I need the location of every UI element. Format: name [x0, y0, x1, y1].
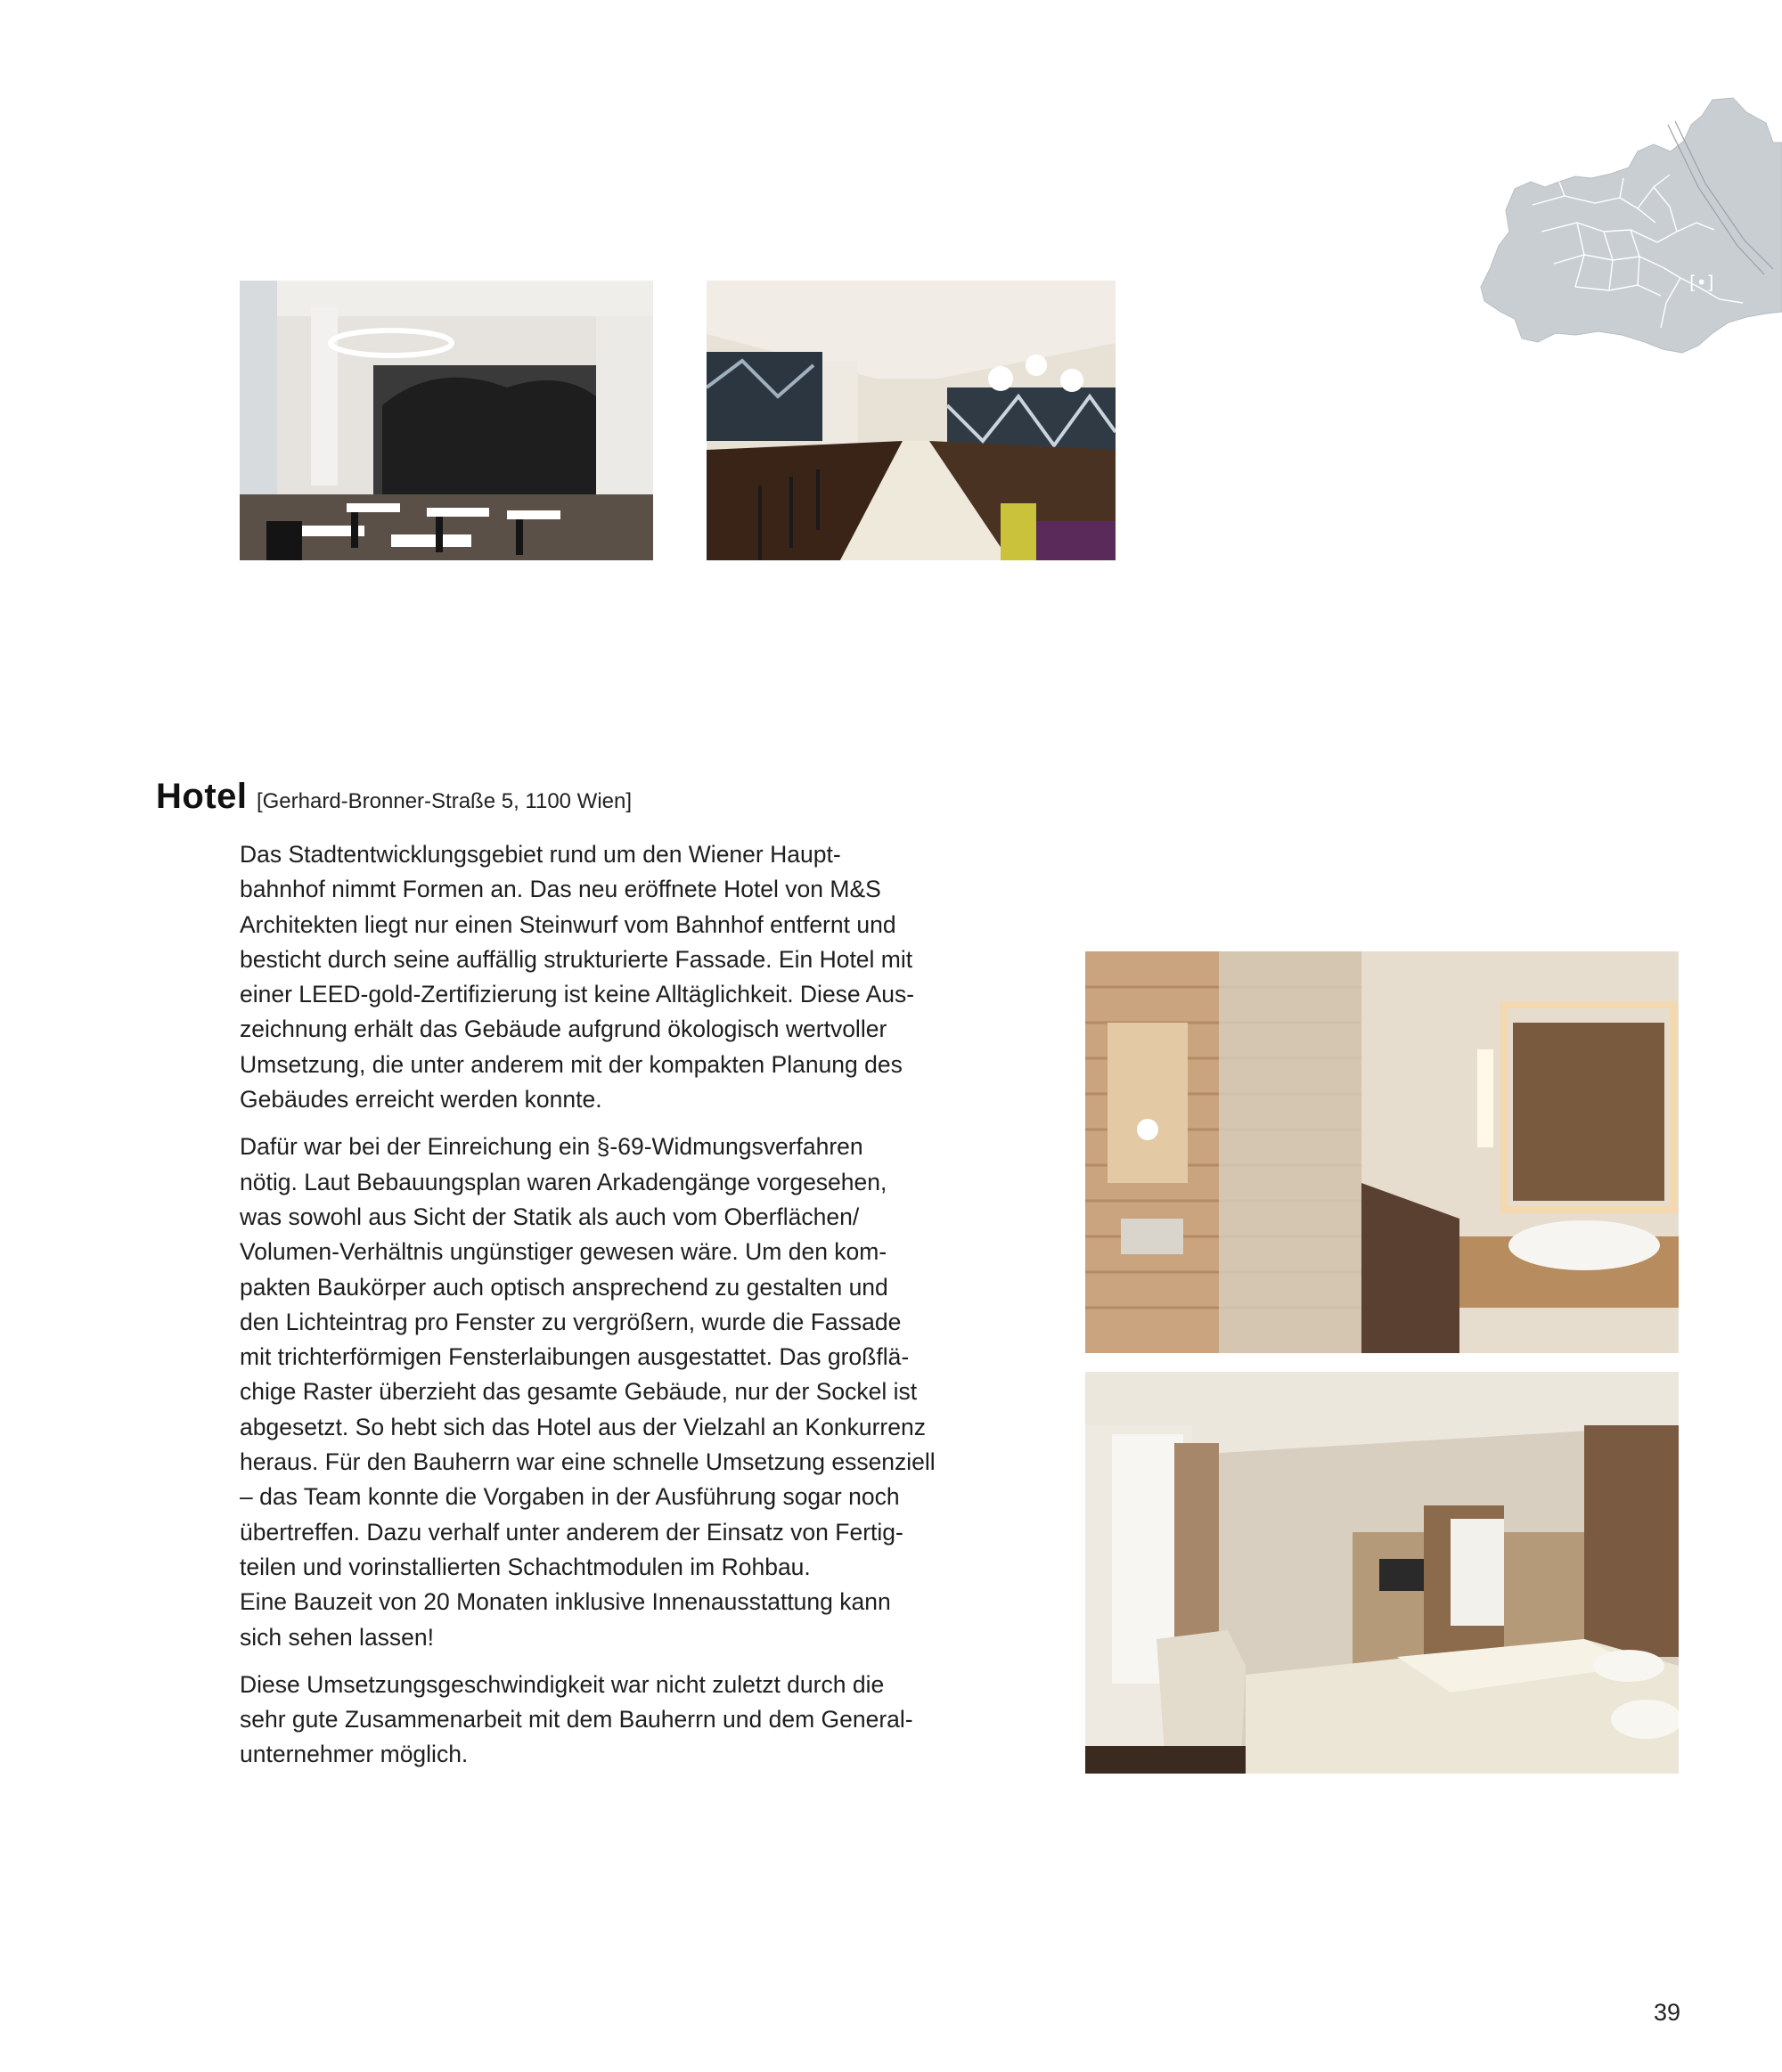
text-line: besticht durch seine auffällig strukturierte Fassade. Ein Hotel mit: [240, 945, 913, 973]
hotel-restaurant-photo: [240, 281, 653, 560]
paragraph-2: [240, 1130, 935, 1654]
text-line: einer LEED-gold-Zertifizierung ist keine Alltäglichkeit. Diese Aus-: [240, 981, 915, 1008]
text-line: pakten Baukörper auch optisch ansprechend zu gestalten und: [240, 1273, 888, 1301]
text-line: was sowohl aus Sicht der Statik als auch vom Oberflächen/: [240, 1203, 860, 1230]
hotel-bathroom-photo: [1085, 951, 1679, 1353]
hotel-bedroom-photo: [1085, 1372, 1679, 1774]
text-line: – das Team konnte die Vorgaben in der Ausführung sogar noch: [240, 1483, 900, 1511]
vienna-city-outline: [1481, 98, 1782, 353]
heading-title: Hotel: [156, 777, 248, 816]
text-line: Umsetzung, die unter anderem mit der kompakten Planung des: [240, 1050, 903, 1078]
text-line: sehr gute Zusammenarbeit mit dem Bauherrn und dem General-: [240, 1706, 913, 1733]
hotel-bar-photo: [707, 281, 1116, 560]
text-line: Dafür war bei der Einreichung ein §-69-Widmungsverfahren: [240, 1133, 863, 1161]
heading-address: [Gerhard-Bronner-Straße 5, 1100 Wien]: [256, 789, 633, 813]
text-line: unternehmer möglich.: [240, 1741, 469, 1768]
text-line: Das Stadtentwicklungsgebiet rund um den Wiener Haupt-: [240, 841, 841, 868]
text-line: Diese Umsetzungsgeschwindigkeit war nicht zuletzt durch die: [240, 1670, 885, 1698]
text-line: übertreffen. Dazu verhalf unter anderem der Einsatz von Fertig-: [240, 1518, 903, 1546]
text-line: den Lichteintrag pro Fenster zu vergrößern, wurde die Fassade: [240, 1308, 902, 1335]
vienna-locator-map: [1479, 89, 1782, 365]
article-body: [240, 837, 935, 1785]
text-line: abgesetzt. So hebt sich das Hotel aus der Vielzahl an Konkurrenz: [240, 1413, 926, 1440]
text-line: mit trichterförmigen Fensterlaibungen ausgestattet. Das großflä-: [240, 1343, 910, 1371]
text-line: Volumen-Verhältnis ungünstiger gewesen wäre. Um den kom-: [240, 1238, 887, 1266]
paragraph-1: [240, 837, 935, 1117]
page-number: 39: [1654, 1999, 1681, 2026]
text-line: bahnhof nimmt Formen an. Das neu eröffnete Hotel von M&S: [240, 876, 881, 903]
paragraph-3: [240, 1668, 935, 1773]
section-heading: [156, 777, 632, 817]
text-line: Eine Bauzeit von 20 Monaten inklusive Innenausstattung kann: [240, 1588, 891, 1616]
text-line: chige Raster überzieht das gesamte Gebäude, nur der Sockel ist: [240, 1378, 918, 1406]
text-line: zeichnung erhält das Gebäude aufgrund ökologisch wertvoller: [240, 1016, 887, 1043]
text-line: teilen und vorinstallierten Schachtmodulen im Rohbau.: [240, 1553, 811, 1580]
location-marker: [•]: [1689, 272, 1714, 293]
text-line: Gebäudes erreicht werden konnte.: [240, 1086, 602, 1113]
text-line: heraus. Für den Bauherrn war eine schnelle Umsetzung essenziell: [240, 1448, 936, 1476]
text-line: nötig. Laut Bebauungsplan waren Arkadengänge vorgesehen,: [240, 1168, 887, 1195]
text-line: sich sehen lassen!: [240, 1623, 435, 1651]
text-line: Architekten liegt nur einen Steinwurf vom Bahnhof entfernt und: [240, 910, 896, 938]
